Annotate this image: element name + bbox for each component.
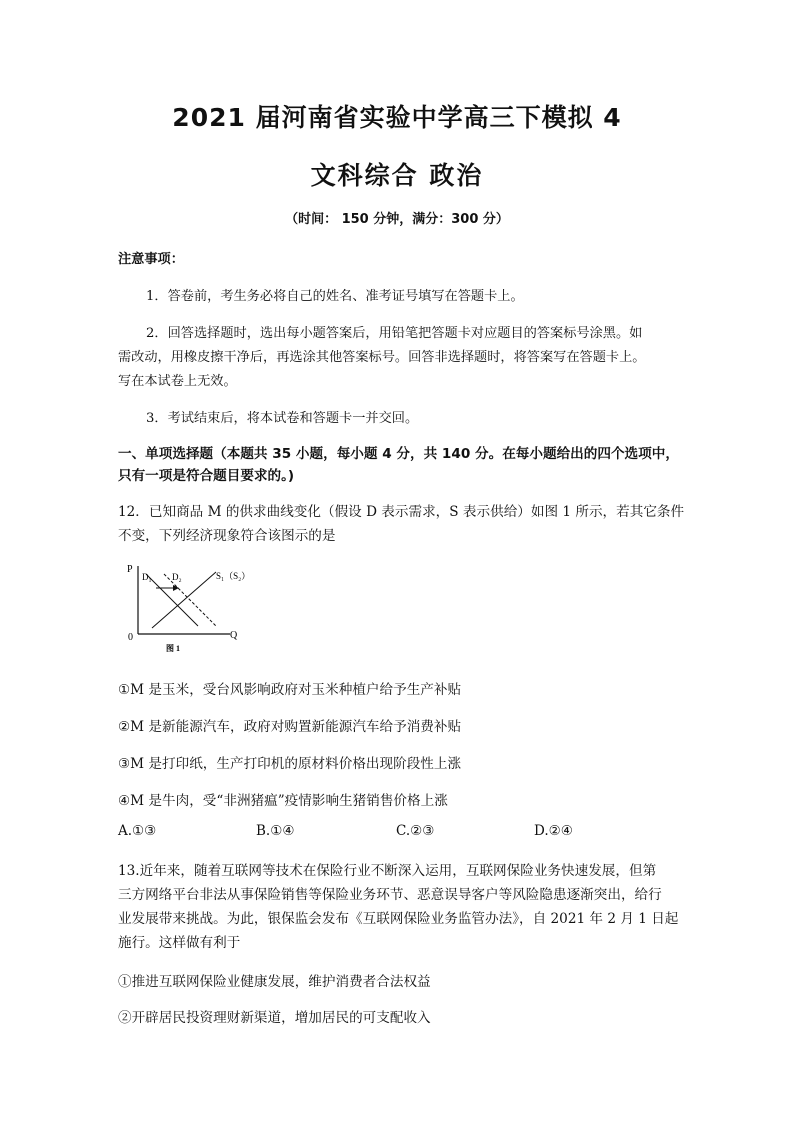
q12-statement: ③M 是打印纸，生产打印机的原材料价格出现阶段性上涨 (118, 756, 462, 772)
time-info: （时间： 150 分钟，满分：300 分） (285, 212, 509, 227)
section-heading: 只有一项是符合题目要求的。) (118, 468, 295, 484)
notice-item: 2．回答选择题时，选出每小题答案后，用铅笔把答题卡对应题目的答案标号涂黑。如 (146, 326, 643, 341)
q13-statement: ②开辟居民投资理财新渠道，增加居民的可支配收入 (118, 1010, 431, 1026)
notice-item: 3．考试结束后，将本试卷和答题卡一并交回。 (146, 411, 419, 426)
exam-subtitle: 文科综合 政治 (310, 161, 484, 190)
origin-label: 0 (128, 632, 133, 643)
notice-item: 1．答卷前，考生务必将自己的姓名、准考证号填写在答题卡上。 (146, 289, 524, 304)
q-axis-label: Q (230, 630, 238, 641)
option-d: D.②④ (534, 823, 573, 839)
q13-statement: ①推进互联网保险业健康发展，维护消费者合法权益 (118, 974, 431, 990)
q13-stem: 业发展带来挑战。为此，银保监会发布《互联网保险业务监管办法》，自 2021 年 2 月 1 日起 (118, 911, 679, 927)
q12-stem: 12．已知商品 M 的供求曲线变化（假设 D 表示需求，S 表示供给）如图 1 所示，若其它条件 (118, 504, 685, 520)
q12-statement: ②M 是新能源汽车，政府对购置新能源汽车给予消费补贴 (118, 719, 462, 735)
figure-caption: 图 1 (166, 644, 180, 653)
option-c: C.②③ (396, 823, 435, 839)
p-axis-label: P (127, 564, 133, 575)
notice-item: 写在本试卷上无效。 (118, 374, 237, 389)
q13-stem: 施行。这样做有利于 (118, 935, 241, 951)
s-curve (152, 572, 216, 628)
section-heading: 一、单项选择题（本题共 35 小题，每小题 4 分，共 140 分。在每小题给出的四个选项中， (118, 446, 679, 462)
option-a: A.①③ (118, 823, 157, 839)
option-b: B.①④ (256, 823, 295, 839)
d2-label: D₂ (172, 572, 182, 582)
s-label: S₁（S₂） (216, 571, 251, 581)
notice-item: 需改动，用橡皮擦干净后，再选涂其他答案标号。回答非选择题时，将答案写在答题卡上。 (118, 350, 646, 365)
q12-stem: 不变，下列经济现象符合该图示的是 (118, 528, 336, 544)
q12-statement: ①M 是玉米，受台风影响政府对玉米种植户给予生产补贴 (118, 682, 462, 698)
exam-title: 2021 届河南省实验中学高三下模拟 4 (172, 103, 622, 132)
supply-demand-figure (118, 560, 278, 660)
q13-stem: 三方网络平台非法从事保险销售等保险业务环节、恶意误导客户等风险隐患逐渐突出，给行 (118, 887, 662, 903)
q12-statement: ④M 是牛肉，受“非洲猪瘟”疫情影响生猪销售价格上涨 (118, 793, 448, 809)
d1-label: D₁ (142, 572, 152, 582)
notice-heading: 注意事项： (118, 252, 184, 267)
q13-stem: 13.近年来，随着互联网等技术在保险行业不断深入运用，互联网保险业务快速发展，但第 (118, 863, 657, 879)
